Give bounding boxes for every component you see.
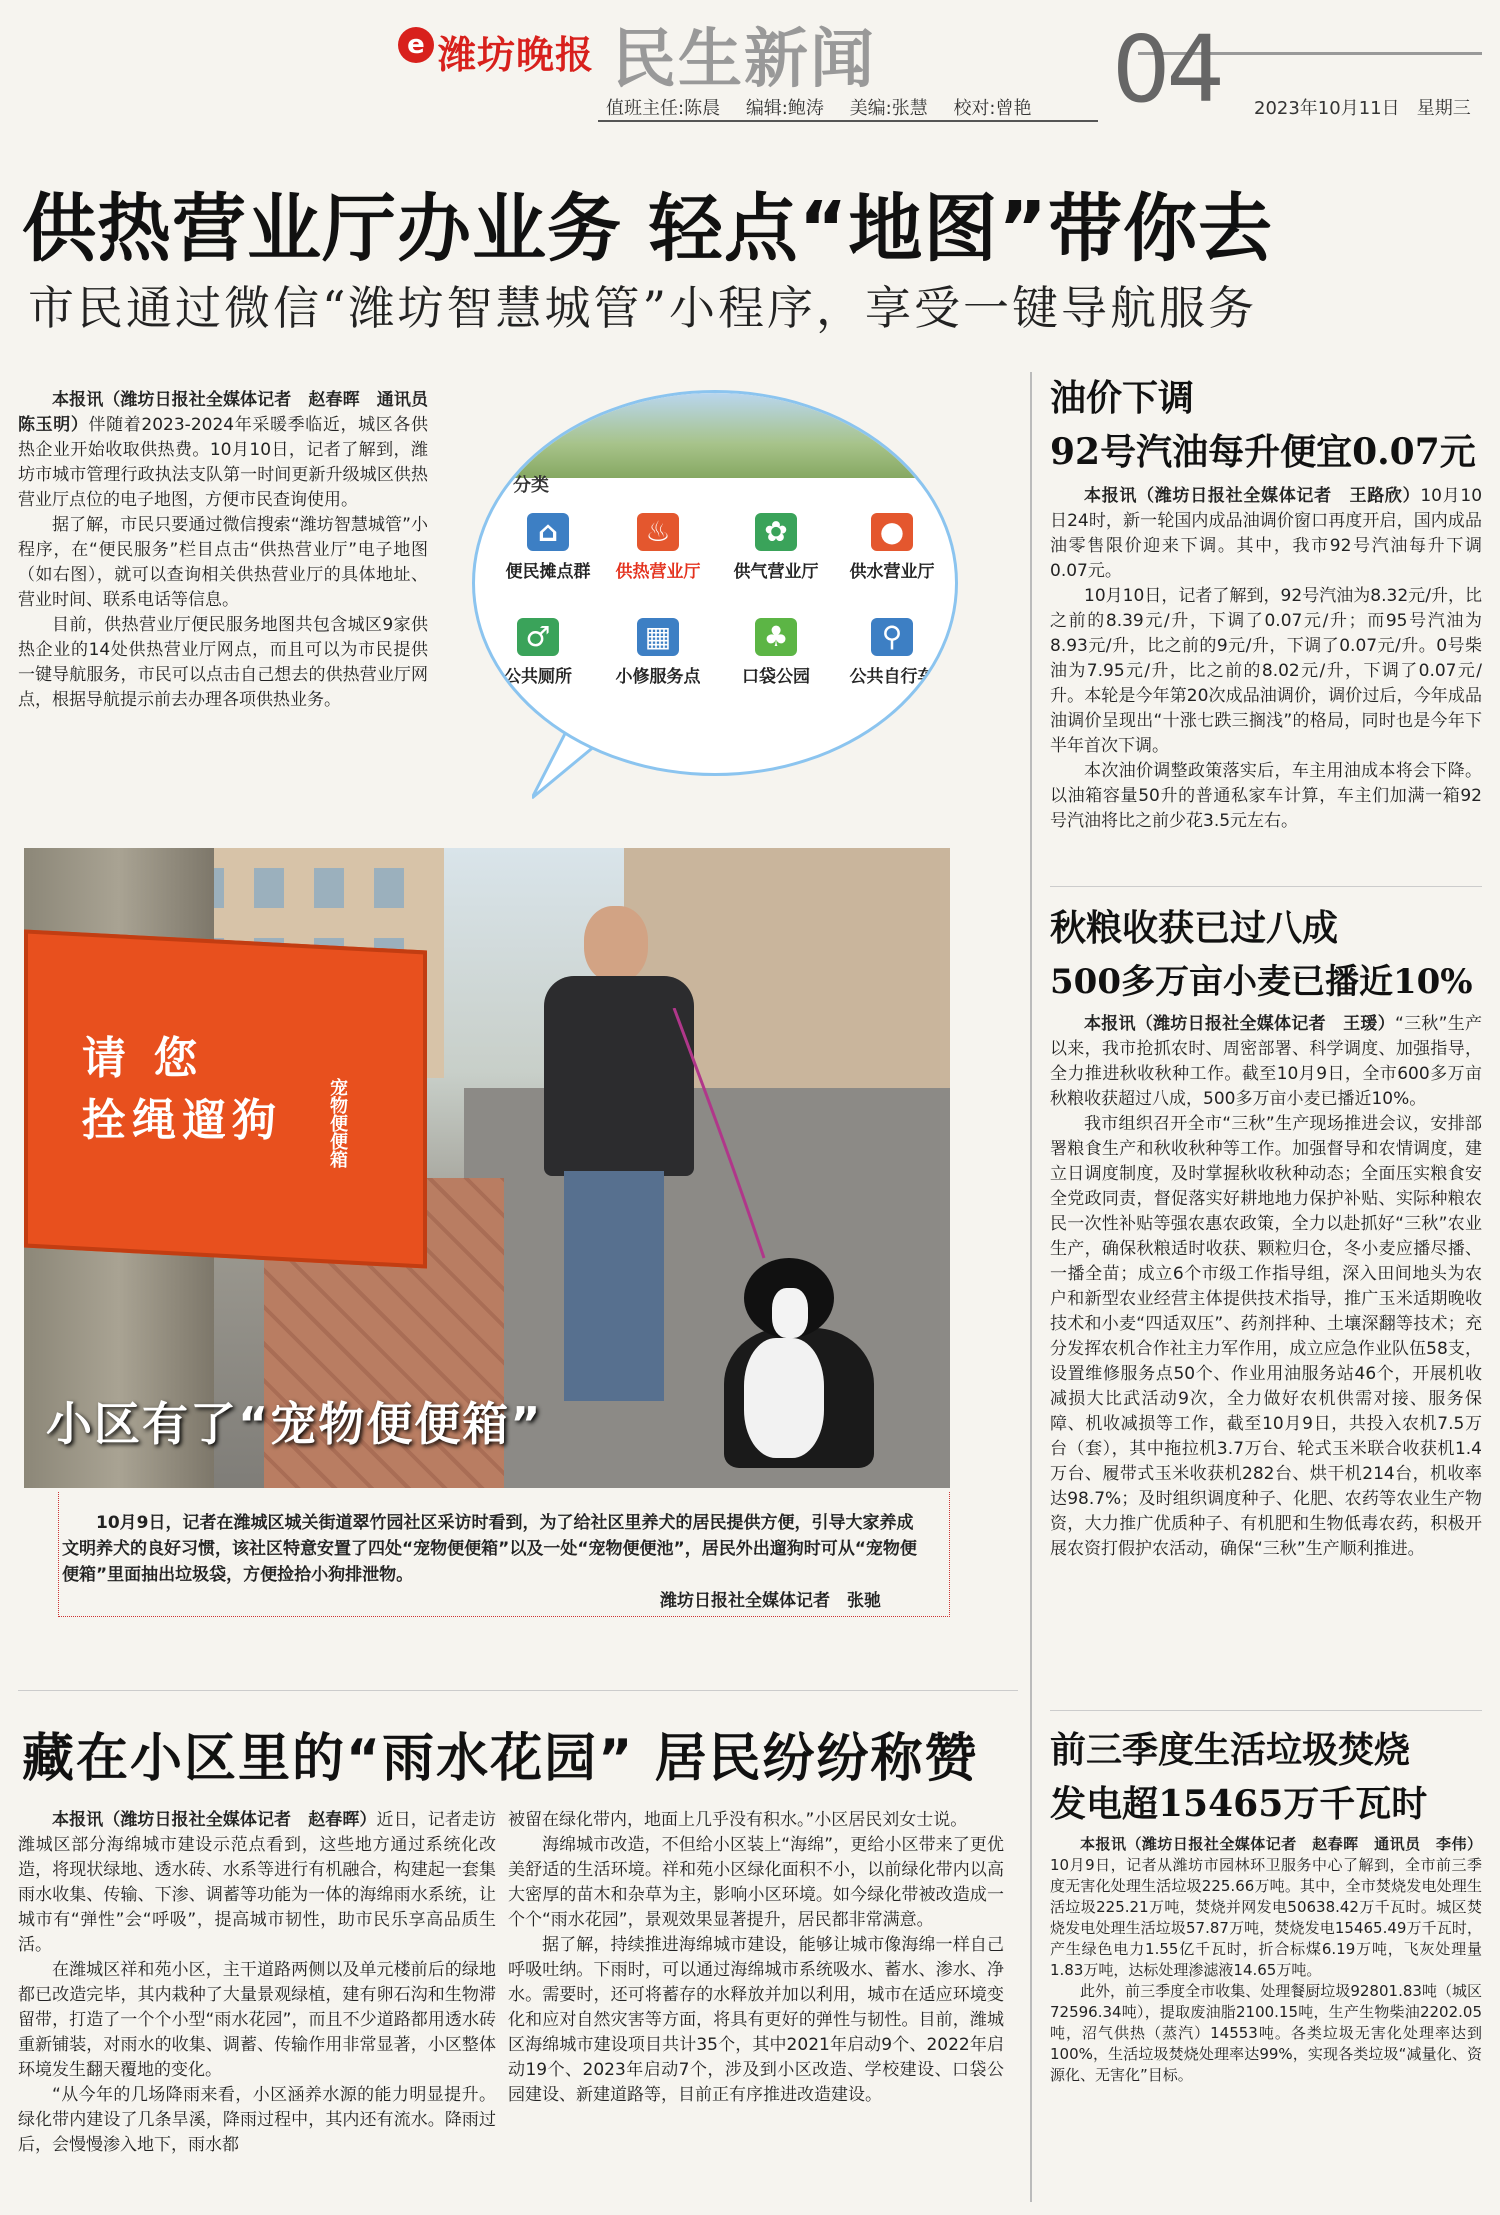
water-icon: ● xyxy=(871,513,913,551)
waste-paragraph: 此外，前三季度全市收集、处理餐厨垃圾92801.83吨（城区72596.34吨），提取废油脂2100.15吨，生产生物柴油2202.05吨，沼气供热（蒸汽）14553吨。各类垃圾无害化处理率达到100%，生活垃圾焚烧处理率达99%，实现各类垃圾“减量化、资源化、无害化”目标。 xyxy=(1050,1982,1482,2084)
issue-date: 2023年10月11日 xyxy=(1254,98,1400,119)
waste-byline: 本报讯（潍坊日报社全媒体记者 赵春晖 通讯员 李伟） xyxy=(1080,1835,1482,1853)
grain-paragraph: 我市组织召开全市“三秋”生产现场推进会议，安排部署粮食生产和秋收秋种等工作。加强督导和农情调度，建立日调度制度，及时掌握秋收秋种动态；全面压实粮食安全党政同责，督促落实好耕地地力保护补贴、实际种粮农民一次性补贴等强农惠农政策，全力以赴抓好“三秋”农业生产，确保秋粮适时收获、颗粒归仓，冬小麦应播尽播、一播全苗；成立6个市级工作指导组，深入田间地头为农户和新型农业经营主体提供技术指导，推广玉米适期晚收技术和小麦“四适双压”、药剂拌种、土壤深翻等技术；充分发挥农机合作社主力军作用，成立应急作业队伍58支，设置维修服务点50个、作业用油服务站46个，开展机收减损大比武活动9次，全力做好农机供需对接、服务保障、机收减损等工作，截至10月9日，共投入农机7.5万台（套），其中拖拉机3.7万台、轮式玉米联合收获机1.4万台、履带式玉米收获机282台、烘干机214台，机收率达98.7%；及时组织调度种子、化肥、农药等农业生产物资，大力推广优质种子、有机肥和生物低毒农药，积极开展农资打假护农活动，确保“三秋”生产顺利推进。 xyxy=(1050,1114,1482,1559)
lead-headline: 供热营业厅办业务 轻点“地图”带你去 xyxy=(22,186,1274,272)
rain-story-col2 xyxy=(508,1808,1004,2108)
story-divider xyxy=(18,1690,1018,1691)
oil-headline-1: 油价下调 xyxy=(1050,377,1195,419)
photo-credit: 潍坊日报社全媒体记者 张驰 xyxy=(660,1591,881,1611)
box-side-label: 宠物便便箱 xyxy=(327,1078,348,1168)
service-water[interactable] xyxy=(837,513,947,582)
grain-headline-1: 秋粮收获已过八成 xyxy=(1050,907,1339,949)
dog-face xyxy=(772,1288,808,1338)
grain-paragraph: “三秋”生产以来，我市抢抓农时、周密部署、科学调度、加强指导，全力推进秋收秋种工作。截至10月9日，全市600多万亩秋粮收获超过八成，500多万亩小麦已播近10%。 xyxy=(1050,1014,1483,1109)
editor-credits xyxy=(606,94,1052,120)
service-park[interactable] xyxy=(721,618,831,687)
toilet-icon: ♂ xyxy=(517,618,559,656)
grain-headline-2: 500多万亩小麦已播近10% xyxy=(1050,962,1473,1002)
waste-headline-2: 发电超15465万千瓦时 xyxy=(1050,1783,1428,1825)
service-stall[interactable] xyxy=(493,513,603,582)
category-label: 分类 xyxy=(513,475,549,496)
man-jeans xyxy=(564,1171,664,1401)
box-sign xyxy=(82,1028,282,1152)
service-label: 公共厕所 xyxy=(504,667,572,687)
oil-paragraph: 10月10日，记者了解到，92号汽油为8.32元/升，比之前的8.39元/升，下调了0.07元/升；而95号汽油为8.93元/升，比之前的9元/升，下调了0.07元/升。0号柴油为7.95元/升，比之前的8.02元/升，下调了0.07元/升。本轮是今年第20次成品油调价，调价过后，今年成品油调价呈现出“十涨七跌三搁浅”的格局，同时也是今年下半年首次下调。 xyxy=(1050,586,1482,756)
story-divider xyxy=(1050,886,1482,887)
oil-paragraph: 10月10日24时，新一轮国内成品油调价窗口再度开启，国内成品油零售限价迎来下调。其中，我市92号汽油每升下调0.07元。 xyxy=(1050,486,1483,581)
box-sign-line: 请 您 xyxy=(82,1033,204,1084)
service-toilet[interactable] xyxy=(483,618,593,687)
page-number: 04 xyxy=(1112,16,1222,123)
service-label: 供热营业厅 xyxy=(615,562,701,582)
issue-weekday: 星期三 xyxy=(1416,98,1471,119)
service-repair[interactable] xyxy=(603,618,713,687)
editor-credit: 美编:张慧 xyxy=(849,98,928,119)
app-screenshot-bubble xyxy=(472,390,952,790)
rain-paragraph: 在潍城区祥和苑小区，主干道路两侧以及单元楼前后的绿地都已改造完毕，其内栽种了大量景观绿植，建有卵石沟和生物滞留带，打造了一个个小型“雨水花园”，而且不少道路都用透水砖重新铺装，对雨水的收集、调蓄、传输作用非常显著，小区整体环境发生翻天覆地的变化。 xyxy=(18,1960,496,2080)
bicycle-icon: ⚲ xyxy=(871,618,913,656)
lead-paragraph: 伴随着2023-2024年采暖季临近，城区各供热企业开始收取供热费。10月10日，记者了解到，潍坊市城市管理行政执法支队第一时间更新升级城区供热营业厅点位的电子地图，方便市民查询使用。 xyxy=(18,415,429,510)
story-divider xyxy=(1050,1710,1482,1711)
dog-chest xyxy=(744,1338,824,1458)
oil-headline-2: 92号汽油每升便宜0.07元 xyxy=(1050,431,1476,473)
service-label: 供气营业厅 xyxy=(733,562,819,582)
rain-paragraph: 近日，记者走访潍城区部分海绵城市建设示范点看到，这些地方通过系统化改造，将现状绿地、透水砖、水系等进行有机融合，构建起一套集雨水收集、传输、下渗、调蓄等功能为一体的海绵雨水系统，让城市有“弹性”会“呼吸”，提高城市韧性，助市民乐享高品质生活。 xyxy=(18,1810,497,1955)
dateline xyxy=(1254,94,1471,120)
park-icon: ♣ xyxy=(755,618,797,656)
oil-story-body xyxy=(1050,484,1482,834)
rain-headline: 藏在小区里的“雨水花园” 居民纷纷称赞 xyxy=(22,1729,979,1789)
rain-byline: 本报讯（潍坊日报社全媒体记者 赵春晖） xyxy=(52,1810,377,1830)
service-label: 公共自行车 xyxy=(849,667,935,687)
waste-story-body xyxy=(1050,1834,1482,2086)
dog-leash xyxy=(664,1008,784,1268)
lead-subheadline: 市民通过微信“潍坊智慧城管”小程序，享受一键导航服务 xyxy=(28,281,1258,335)
rain-paragraph: 海绵城市改造，不但给小区装上“海绵”，更给小区带来了更优美舒适的生活环境。祥和苑小区绿化面积不小，以前绿化带内以高大密厚的苗木和杂草为主，影响小区环境。如今绿化带被改造成一个个“雨水花园”，景观效果显著提升，居民都非常满意。 xyxy=(508,1835,1004,1930)
service-label: 口袋公园 xyxy=(742,667,810,687)
editor-credit: 编辑:鲍涛 xyxy=(745,98,824,119)
service-bicycle[interactable] xyxy=(837,618,947,687)
service-gas[interactable] xyxy=(721,513,831,582)
waste-headline-1: 前三季度生活垃圾焚烧 xyxy=(1050,1729,1411,1771)
pet-waste-box-photo xyxy=(24,848,950,1488)
caption-text: 10月9日，记者在潍城区城关街道翠竹园社区采访时看到，为了给社区里养犬的居民提供方便，引导大家养成文明养犬的良好习惯，该社区特意安置了四处“宠物便便箱”以及一处“宠物便便池”，居民外出遛狗时可从“宠物便便箱”里面抽出垃圾袋，方便捡拾小狗排泄物。 xyxy=(62,1513,917,1585)
photo-title: 小区有了“宠物便便箱” xyxy=(46,1397,543,1451)
newspaper-logo-icon: e xyxy=(398,27,434,63)
rain-story-col1 xyxy=(18,1808,496,2158)
lead-paragraph: 目前，供热营业厅便民服务地图共包含城区9家供热企业的14处供热营业厅网点，而且可以为市民提供一键导航服务，市民可以点击自己想去的供热营业厅网点，根据导航提示前去办理各项供热业务。 xyxy=(18,615,428,710)
rain-paragraph: 被留在绿化带内，地面上几乎没有积水。”小区居民刘女士说。 xyxy=(508,1810,968,1830)
service-heating[interactable] xyxy=(603,513,713,582)
oil-byline: 本报讯（潍坊日报社全媒体记者 王路欣） xyxy=(1084,486,1421,506)
editor-credit: 值班主任:陈晨 xyxy=(606,98,721,119)
gas-icon: ✿ xyxy=(755,513,797,551)
service-label: 便民摊点群 xyxy=(505,562,591,582)
box-sign-line: 拴绳遛狗 xyxy=(82,1095,282,1146)
rain-paragraph: 据了解，持续推进海绵城市建设，能够让城市像海绵一样自己呼吸吐纳。下雨时，可以通过海绵城市系统吸水、蓄水、渗水、净水。需要时，还可将蓄存的水释放并加以利用，城市在适应环境变化和应对自然灾害等方面，将具有更好的弹性与韧性。目前，潍城区海绵城市建设项目共计35个，其中2021年启动9个、2022年启动19个、2023年启动7个，涉及到小区改造、学校建设、口袋公园建设、新建道路等，目前正有序推进改造建设。 xyxy=(508,1935,1004,2105)
photo-dog xyxy=(724,1258,874,1468)
repair-icon: ▦ xyxy=(637,618,679,656)
grain-byline: 本报讯（潍坊日报社全媒体记者 王瑗） xyxy=(1084,1014,1395,1034)
grain-story-body xyxy=(1050,1012,1482,1562)
photo-windows xyxy=(194,868,434,908)
rain-paragraph: “从今年的几场降雨来看，小区涵养水源的能力明显提升。绿化带内建设了几条旱溪，降雨过程中，其内还有流水。降雨过后，会慢慢渗入地下，雨水都 xyxy=(18,2085,496,2155)
column-divider xyxy=(1030,372,1032,2202)
lead-story-body xyxy=(18,388,445,713)
paper-name: 潍坊晚报 xyxy=(438,32,595,77)
service-label: 小修服务点 xyxy=(615,667,701,687)
bubble-circle xyxy=(472,390,958,776)
service-label: 供水营业厅 xyxy=(849,562,935,582)
lead-byline: 本报讯（潍坊日报社全媒体记者 赵春晖 通讯员 陈玉明） xyxy=(18,390,445,435)
photo-caption xyxy=(62,1510,922,1588)
masthead-rule-lower xyxy=(598,120,1098,122)
waste-paragraph: 10月9日，记者从潍坊市园林环卫服务中心了解到，全市前三季度无害化处理生活垃圾225.66万吨。其中，全市焚烧发电处理生活垃圾225.21万吨，焚烧并网发电50638.42万千瓦时。城区焚烧发电处理生活垃圾57.87万吨，焚烧发电15465.49万千瓦时，产生绿色电力1.55亿千瓦时，折合标煤6.19万吨，飞灰处理量1.83万吨，达标处理渗滤液14.65万吨。 xyxy=(1050,1856,1482,1979)
man-head xyxy=(584,906,648,982)
lead-paragraph: 据了解，市民只要通过微信搜索“潍坊智慧城管”小程序，在“便民服务”栏目点击“供热营业厅”电子地图（如右图），就可以查询相关供热营业厅的具体地址、营业时间、联系电话等信息。 xyxy=(18,515,428,610)
oil-paragraph: 本次油价调整政策落实后，车主用油成本将会下降。以油箱容量50升的普通私家车计算，车主们加满一箱92号汽油将比之前少花3.5元左右。 xyxy=(1050,761,1482,831)
stall-icon: ⌂ xyxy=(527,513,569,551)
city-photo-strip xyxy=(475,393,955,478)
heating-icon: ♨ xyxy=(637,513,679,551)
section-title: 民生新闻 xyxy=(612,22,876,97)
masthead xyxy=(0,0,1500,160)
editor-credit: 校对:曾艳 xyxy=(953,98,1032,119)
